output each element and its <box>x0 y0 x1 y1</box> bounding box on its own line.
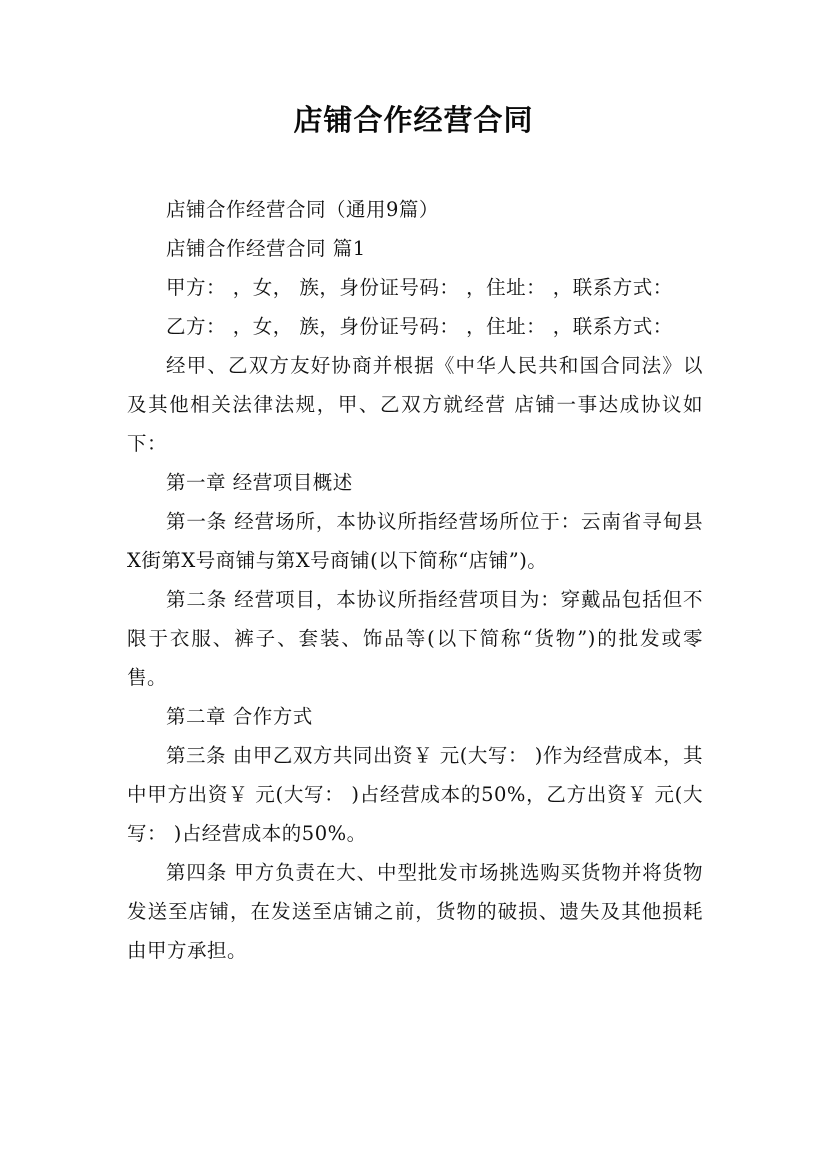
section-heading: 店铺合作经营合同 篇1 <box>166 237 366 260</box>
preamble-paragraph: 经甲、乙双方友好协商并根据《中华人民共和国合同法》以及其他相关法律法规，甲、乙双方就经营 店铺一事达成协议如下： <box>127 354 703 455</box>
document-title: 店铺合作经营合同 <box>293 103 534 137</box>
party-b-paragraph: 乙方： ，女， 族，身份证号码： ，住址： ，联系方式： <box>166 315 673 338</box>
article-2-paragraph: 第二条 经营项目，本协议所指经营项目为：穿戴品包括但不限于衣服、裤子、套装、饰品等(以下简称“货物”)的批发或零售。 <box>127 588 703 689</box>
article-1-paragraph: 第一条 经营场所，本协议所指经营场所位于：云南省寻甸县X街第X号商铺与第X号商铺(以下简称“店铺”)。 <box>127 510 703 572</box>
article-4-paragraph: 第四条 甲方负责在大、中型批发市场挑选购买货物并将货物发送至店铺，在发送至店铺之前，货物的破损、遗失及其他损耗由甲方承担。 <box>127 861 703 962</box>
party-a-paragraph: 甲方： ，女， 族，身份证号码： ，住址： ，联系方式： <box>166 276 673 299</box>
article-3-paragraph: 第三条 由甲乙双方共同出资￥ 元(大写： )作为经营成本，其中甲方出资￥ 元(大写： )占经营成本的50%，乙方出资￥ 元(大写： )占经营成本的50%。 <box>127 744 703 845</box>
subtitle-paragraph: 店铺合作经营合同（通用9篇） <box>166 198 439 221</box>
document-body <box>127 190 703 970</box>
chapter-1-heading: 第一章 经营项目概述 <box>166 471 353 494</box>
chapter-2-heading: 第二章 合作方式 <box>166 705 313 728</box>
